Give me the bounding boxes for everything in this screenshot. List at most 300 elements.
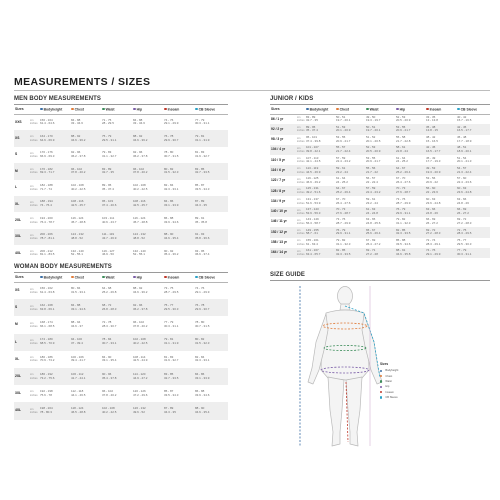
- junior-value-cell: [456, 207, 490, 217]
- men-value-cell: [163, 245, 194, 261]
- women-value-cell: [132, 402, 163, 419]
- junior-value-cell: [395, 165, 425, 175]
- junior-value-cell: [305, 155, 335, 165]
- value-inch: 32.7 - 35: [306, 118, 318, 123]
- value-cm: 63 - 65: [366, 217, 376, 222]
- value-cm: 132 - 140: [133, 248, 146, 253]
- value-cm: 67 - 70: [396, 176, 406, 181]
- junior-value-cell: [365, 114, 395, 124]
- value-cm: 96 - 102: [71, 166, 83, 171]
- women-unit-cell: [29, 402, 39, 419]
- junior-header-chest: [335, 106, 365, 114]
- value-inch: 51.6 - 53.9: [306, 200, 321, 205]
- men-size-cell: 4XL: [15, 250, 22, 255]
- value-cm: 60 - 63: [426, 196, 436, 201]
- value-inch: 20.5 - 20.9: [366, 149, 381, 154]
- value-inch: 27.6 - 28.7: [336, 210, 351, 215]
- value-inch: 28.3 - 30.7: [102, 323, 117, 328]
- value-cm: 88 - 94: [71, 320, 81, 325]
- value-cm: 33 - 35: [426, 114, 436, 119]
- value-cm: 149 - 155: [306, 227, 319, 232]
- value-inch: 31.1 - 32.7: [102, 153, 117, 158]
- junior-value-cell: [395, 124, 425, 134]
- value-inch: 27.2 - 28.3: [457, 221, 472, 226]
- value-cm: 83 - 85: [164, 371, 174, 376]
- unit-cm-label: cm: [30, 151, 34, 155]
- value-inch: 19.3 - 20.9: [426, 169, 441, 174]
- value-inch: 64.6 - 66.9: [40, 137, 55, 142]
- junior-size-cell: 116 / 6 yr: [270, 165, 296, 175]
- men-value-cell: [101, 130, 132, 146]
- men-unit-cell: [29, 163, 39, 179]
- value-inch: 13.8 - 15: [426, 128, 438, 133]
- table-row: [270, 155, 490, 165]
- value-inch: 36.2 - 37.8: [133, 306, 148, 311]
- men-value-cell: [39, 130, 70, 146]
- men-header-label: Waist: [105, 107, 115, 112]
- value-inch: 28.7 - 29.9: [396, 200, 411, 205]
- women-value-cell: [194, 351, 228, 368]
- women-value-cell: [163, 368, 194, 385]
- value-inch: 15.7 - 16.5: [457, 118, 472, 123]
- value-cm: 90 - 96: [102, 371, 112, 376]
- women-value-cell: [101, 334, 132, 351]
- legend-label: Bodyheight: [385, 369, 399, 373]
- value-inch: 40.2 - 42.5: [133, 341, 148, 346]
- junior-value-cell: [425, 217, 456, 227]
- size-guide-rule: [270, 280, 490, 281]
- value-cm: 186 - 192: [40, 371, 53, 376]
- junior-value-cell: [395, 135, 425, 145]
- unit-inch-label: inches: [297, 150, 305, 154]
- unit-cm-label: cm: [30, 390, 34, 394]
- men-value-cell: [163, 229, 194, 245]
- men-value-cell: [163, 163, 194, 179]
- women-header-inseam: [163, 274, 194, 282]
- value-cm: 75 - 77: [164, 303, 174, 308]
- value-cm: 84 - 90: [102, 354, 112, 359]
- value-cm: 96 - 102: [133, 166, 145, 171]
- unit-cm-label: cm: [30, 119, 34, 123]
- men-value-cell: [132, 147, 163, 163]
- value-cm: 84 - 86: [195, 371, 205, 376]
- value-cm: 64 - 67: [336, 186, 346, 191]
- value-cm: 57 - 60: [457, 176, 467, 181]
- junior-value-cell: [335, 135, 365, 145]
- value-cm: 164 - 170: [40, 133, 53, 138]
- junior-value-cell: [305, 238, 335, 248]
- value-inch: 66.1 - 68.5: [40, 323, 55, 328]
- value-cm: 168 - 174: [40, 320, 53, 325]
- value-inch: 33 - 34.6: [71, 121, 83, 126]
- junior-value-cell: [365, 145, 395, 155]
- value-inch: 61.4 - 64.6: [40, 121, 55, 126]
- men-value-cell: [70, 130, 101, 146]
- men-header-inseam: [163, 106, 194, 114]
- unit-inch-label: inches: [30, 307, 38, 311]
- cb-sleeve-legend-icon: [380, 396, 382, 398]
- value-inch: 37.8 - 40.2: [133, 323, 148, 328]
- value-cm: 75 - 77: [457, 237, 467, 242]
- men-header-bodyheight: [39, 106, 70, 114]
- junior-value-cell: [305, 248, 335, 258]
- value-inch: 37.8 - 40.2: [71, 170, 86, 175]
- value-inch: 42.5 - 45.7: [71, 203, 86, 208]
- value-inch: 23.6 - 24.8: [457, 190, 472, 195]
- value-cm: 65 - 67: [366, 227, 376, 232]
- value-inch: 68.5 - 70.9: [40, 341, 55, 346]
- value-cm: 70 - 73: [396, 186, 406, 191]
- value-inch: 36.6 - 37.4: [195, 252, 210, 257]
- value-cm: 80 - 82: [164, 166, 174, 171]
- junior-value-cell: [456, 124, 490, 134]
- chest-marker-icon: [71, 276, 74, 279]
- table-row: [270, 135, 490, 145]
- junior-value-cell: [305, 114, 335, 124]
- table-row: [14, 316, 228, 333]
- women-value-cell: [132, 351, 163, 368]
- men-value-cell: [194, 196, 228, 212]
- value-cm: 42 - 45: [457, 124, 467, 129]
- value-cm: 198 - 204: [40, 406, 53, 411]
- value-inch: 21.7 - 22: [366, 169, 378, 174]
- junior-size-cell: 92 / 2 yr: [270, 124, 296, 134]
- women-size-cell: M: [15, 322, 18, 327]
- men-value-cell: [39, 212, 70, 228]
- men-header-hip: [132, 106, 163, 114]
- women-value-cell: [194, 316, 228, 333]
- value-cm: 131 - 137: [306, 196, 319, 201]
- unit-inch-label: inches: [30, 204, 38, 208]
- value-inch: 33.5 - 34.6: [396, 241, 411, 246]
- unit-inch-label: inches: [297, 139, 305, 143]
- junior-unit-cell: [296, 186, 305, 196]
- value-cm: 53 - 55: [366, 155, 376, 160]
- value-cm: 91 - 93: [195, 232, 205, 237]
- value-cm: 161 - 167: [306, 248, 319, 253]
- junior-unit-cell: [296, 155, 305, 165]
- value-inch: 45.7 - 48.8: [71, 219, 86, 224]
- value-cm: 156 - 164: [40, 117, 53, 122]
- value-cm: 78 - 80: [195, 320, 205, 325]
- junior-header-label: Sizes: [271, 107, 280, 112]
- value-inch: 26.8 - 28.3: [102, 306, 117, 311]
- value-cm: 85 - 87: [164, 388, 174, 393]
- table-row: [14, 351, 228, 368]
- value-cm: 82 - 85: [396, 227, 406, 232]
- junior-value-cell: [456, 186, 490, 196]
- value-cm: 108 - 114: [133, 354, 146, 359]
- value-cm: 76 - 78: [195, 303, 205, 308]
- junior-value-cell: [425, 135, 456, 145]
- value-cm: 137 - 143: [306, 207, 319, 212]
- value-cm: 40 - 42: [457, 114, 467, 119]
- men-value-cell: [70, 196, 101, 212]
- value-inch: 20.9 - 21.7: [366, 159, 381, 164]
- women-section-title: WOMAN BODY MEASUREMENTS: [14, 264, 112, 270]
- junior-value-cell: [365, 155, 395, 165]
- value-cm: 86 - 88: [195, 388, 205, 393]
- value-inch: 37.8 - 40.2: [102, 392, 117, 397]
- table-row: [270, 227, 490, 237]
- unit-cm-label: cm: [30, 373, 34, 377]
- value-inch: 19.3 - 19.7: [366, 118, 381, 123]
- junior-value-cell: [425, 176, 456, 186]
- junior-value-cell: [305, 135, 335, 145]
- junior-value-cell: [365, 217, 395, 227]
- value-inch: 31.9 - 32.7: [195, 153, 210, 158]
- women-header-cb-sleeve: [194, 274, 228, 282]
- value-inch: 29.1 - 29.9: [426, 252, 441, 256]
- men-unit-cell: [29, 229, 39, 245]
- table-row: [270, 145, 490, 155]
- women-value-cell: [101, 385, 132, 402]
- value-inch: 46.9 - 50: [102, 252, 114, 257]
- value-inch: 34.6 - 35.4: [164, 235, 179, 240]
- junior-value-cell: [395, 238, 425, 248]
- value-inch: 32.7 - 33.5: [195, 170, 210, 175]
- junior-value-cell: [365, 124, 395, 134]
- men-value-cell: [132, 229, 163, 245]
- men-size-cell: L: [15, 185, 18, 190]
- waist-marker-icon: [366, 108, 369, 111]
- value-inch: 44.1 - 46.5: [71, 392, 86, 397]
- value-inch: 40.2 - 42.5: [71, 186, 86, 191]
- value-inch: 23.2 - 24: [336, 169, 348, 174]
- junior-header-waist: [365, 106, 395, 114]
- value-inch: 47.2 - 49.6: [133, 392, 148, 397]
- table-row: [14, 282, 228, 299]
- value-cm: 55 - 56: [366, 165, 376, 170]
- value-inch: 22 - 22.4: [366, 179, 378, 184]
- junior-value-cell: [365, 248, 395, 258]
- value-inch: 63.8 - 66.1: [40, 306, 55, 311]
- junior-value-cell: [335, 196, 365, 206]
- unit-inch-label: inches: [297, 201, 305, 205]
- value-cm: 88 - 92: [133, 286, 143, 291]
- value-inch: 21.7 - 22.4: [336, 149, 351, 154]
- value-inch: 20.1 - 20.9: [336, 128, 351, 133]
- junior-unit-cell: [296, 165, 305, 175]
- junior-value-cell: [395, 114, 425, 124]
- value-cm: 114 - 120: [133, 371, 146, 376]
- value-inch: 31.1 - 32.3: [336, 241, 351, 246]
- junior-value-cell: [456, 155, 490, 165]
- table-row: [14, 180, 228, 196]
- women-value-cell: [101, 402, 132, 419]
- value-cm: 80 - 82: [195, 337, 205, 342]
- value-cm: 55 - 57: [336, 145, 346, 150]
- value-cm: 95 - 103: [102, 199, 114, 204]
- value-inch: 33.9 - 34.6: [164, 219, 179, 224]
- women-header-label: Chest: [74, 275, 85, 280]
- value-inch: 34.3 - 35: [164, 409, 176, 414]
- men-value-cell: [194, 245, 228, 261]
- women-header-chest: [70, 274, 101, 282]
- junior-value-cell: [425, 238, 456, 248]
- value-cm: 64 - 68: [102, 286, 112, 291]
- table-row: [14, 299, 228, 316]
- junior-value-cell: [456, 217, 490, 227]
- unit-inch-label: inches: [30, 138, 38, 142]
- table-row: [14, 229, 228, 245]
- value-inch: 32.3 - 33.1: [195, 358, 210, 363]
- hip-marker-icon: [133, 276, 136, 279]
- women-value-cell: [70, 334, 101, 351]
- value-cm: 68 - 72: [102, 303, 112, 308]
- value-inch: 29.9 - 30.7: [164, 137, 179, 142]
- value-inch: 34.6 - 36.2: [133, 289, 148, 294]
- value-cm: 70 - 73: [336, 207, 346, 212]
- value-cm: 73 - 75: [164, 286, 174, 291]
- junior-unit-cell: [296, 207, 305, 217]
- value-cm: 51 - 54: [457, 155, 467, 160]
- value-cm: 71 - 75: [102, 117, 112, 122]
- figure-left-leg: [328, 377, 344, 446]
- cb-sleeve-marker-icon: [195, 108, 198, 111]
- men-size-cell: M: [14, 163, 29, 179]
- men-size-cell: XS: [14, 130, 29, 146]
- junior-header-sizes: [270, 106, 305, 114]
- value-inch: 29.5 - 30.3: [164, 306, 179, 311]
- junior-section-rule: [270, 104, 490, 105]
- value-inch: 31.9 - 32.7: [164, 358, 179, 363]
- value-cm: 77 - 79: [195, 117, 205, 122]
- table-row: [14, 245, 228, 261]
- value-cm: 108 - 116: [71, 199, 84, 204]
- value-inch: 20.1 - 21.3: [457, 159, 472, 164]
- women-unit-cell: [29, 316, 39, 333]
- women-value-cell: [39, 316, 70, 333]
- value-inch: 24 - 25.2: [336, 179, 348, 184]
- unit-inch-label: inches: [30, 393, 38, 397]
- men-header-label: Hip: [136, 107, 143, 112]
- value-cm: 61 - 64: [336, 176, 346, 181]
- junior-value-cell: [335, 248, 365, 258]
- women-value-cell: [101, 316, 132, 333]
- value-cm: 88 - 92: [133, 133, 143, 138]
- junior-size-cell: 152 / 12 yr: [270, 227, 296, 237]
- value-cm: 170 - 176: [40, 150, 53, 155]
- men-unit-cell: [29, 114, 39, 130]
- men-value-cell: [132, 245, 163, 261]
- value-inch: 49.2 - 51.6: [306, 190, 321, 195]
- value-inch: 16.5 - 17.7: [426, 149, 441, 154]
- value-cm: 101 - 107: [306, 145, 319, 150]
- value-inch: 25.6 - 26.4: [366, 231, 381, 236]
- women-value-cell: [132, 334, 163, 351]
- value-cm: 94 - 100: [71, 337, 83, 342]
- value-inch: 71.7 - 74: [40, 186, 52, 191]
- value-inch: 26 - 27.2: [457, 210, 469, 215]
- men-value-cell: [101, 147, 132, 163]
- value-cm: 76 - 78: [164, 133, 174, 138]
- junior-unit-cell: [296, 114, 305, 124]
- value-cm: 79 - 82: [336, 237, 346, 242]
- value-cm: 90 - 92: [164, 248, 174, 253]
- value-inch: 27.2 - 28: [366, 252, 378, 256]
- men-value-cell: [194, 229, 228, 245]
- women-value-cell: [39, 368, 70, 385]
- value-cm: 69 - 72: [457, 217, 467, 222]
- value-cm: 194 - 200: [40, 215, 53, 220]
- women-value-cell: [194, 334, 228, 351]
- junior-value-cell: [305, 145, 335, 155]
- junior-value-cell: [425, 114, 456, 124]
- value-inch: 26 - 27.2: [426, 221, 438, 226]
- unit-inch-label: inches: [30, 324, 38, 328]
- value-cm: 156 - 162: [40, 286, 53, 291]
- value-cm: 96 - 102: [133, 320, 145, 325]
- unit-inch-label: inches: [30, 220, 38, 224]
- value-inch: 37 - 39.4: [71, 341, 83, 346]
- value-inch: 61 - 63.4: [306, 241, 318, 246]
- women-unit-cell: [29, 385, 39, 402]
- junior-value-cell: [305, 217, 335, 227]
- value-cm: 89 - 95: [306, 124, 316, 129]
- value-cm: 50 - 51: [336, 114, 346, 119]
- men-value-cell: [101, 163, 132, 179]
- unit-inch-label: inches: [30, 290, 38, 294]
- men-value-cell: [132, 130, 163, 146]
- value-inch: 25.2 - 26.8: [102, 289, 117, 294]
- unit-inch-label: inches: [30, 171, 38, 175]
- value-inch: 31.5 - 33.1: [71, 289, 86, 294]
- legend-title: Sizes: [380, 362, 389, 366]
- men-value-cell: [70, 212, 101, 228]
- junior-unit-cell: [296, 196, 305, 206]
- junior-size-cell: 98 / 3 yr: [271, 137, 284, 142]
- men-value-cell: [39, 196, 70, 212]
- unit-inch-label: inches: [30, 253, 38, 257]
- junior-value-cell: [365, 227, 395, 237]
- bodyheight-marker-icon: [306, 108, 309, 111]
- inseam-marker-icon: [426, 108, 429, 111]
- value-cm: 155 - 161: [306, 237, 319, 242]
- value-cm: 88 - 91: [396, 248, 406, 253]
- men-value-cell: [101, 245, 132, 261]
- junior-value-cell: [395, 227, 425, 237]
- value-inch: 44.5 - 46.9: [306, 169, 321, 174]
- value-inch: 34.6 - 35.4: [195, 409, 210, 414]
- value-cm: 89 - 91: [195, 215, 205, 220]
- unit-cm-label: cm: [30, 184, 34, 188]
- value-inch: 26.4 - 27.6: [396, 179, 411, 184]
- value-cm: 206 - 212: [40, 248, 53, 253]
- unit-cm-label: cm: [297, 167, 301, 171]
- value-inch: 22.4 - 23.2: [366, 190, 381, 195]
- value-cm: 88 - 90: [195, 406, 205, 411]
- value-cm: 81 - 83: [195, 150, 205, 155]
- men-value-cell: [39, 163, 70, 179]
- men-unit-cell: [29, 196, 39, 212]
- value-cm: 92 - 96: [133, 303, 143, 308]
- value-inch: 32.3 - 33.1: [164, 186, 179, 191]
- value-inch: 34.6 - 37: [71, 323, 83, 328]
- junior-value-cell: [305, 176, 335, 186]
- inseam-marker-icon: [164, 276, 167, 279]
- men-unit-cell: [29, 147, 39, 163]
- value-inch: 29.1 - 29.9: [164, 121, 179, 126]
- women-value-cell: [194, 299, 228, 316]
- women-size-table: [14, 274, 228, 420]
- women-value-cell: [39, 351, 70, 368]
- unit-cm-label: cm: [297, 177, 301, 181]
- value-inch: 28.3 - 29.5: [457, 231, 472, 236]
- junior-value-cell: [456, 114, 490, 124]
- junior-header-label: Hip: [399, 107, 406, 112]
- unit-cm-label: cm: [297, 218, 301, 222]
